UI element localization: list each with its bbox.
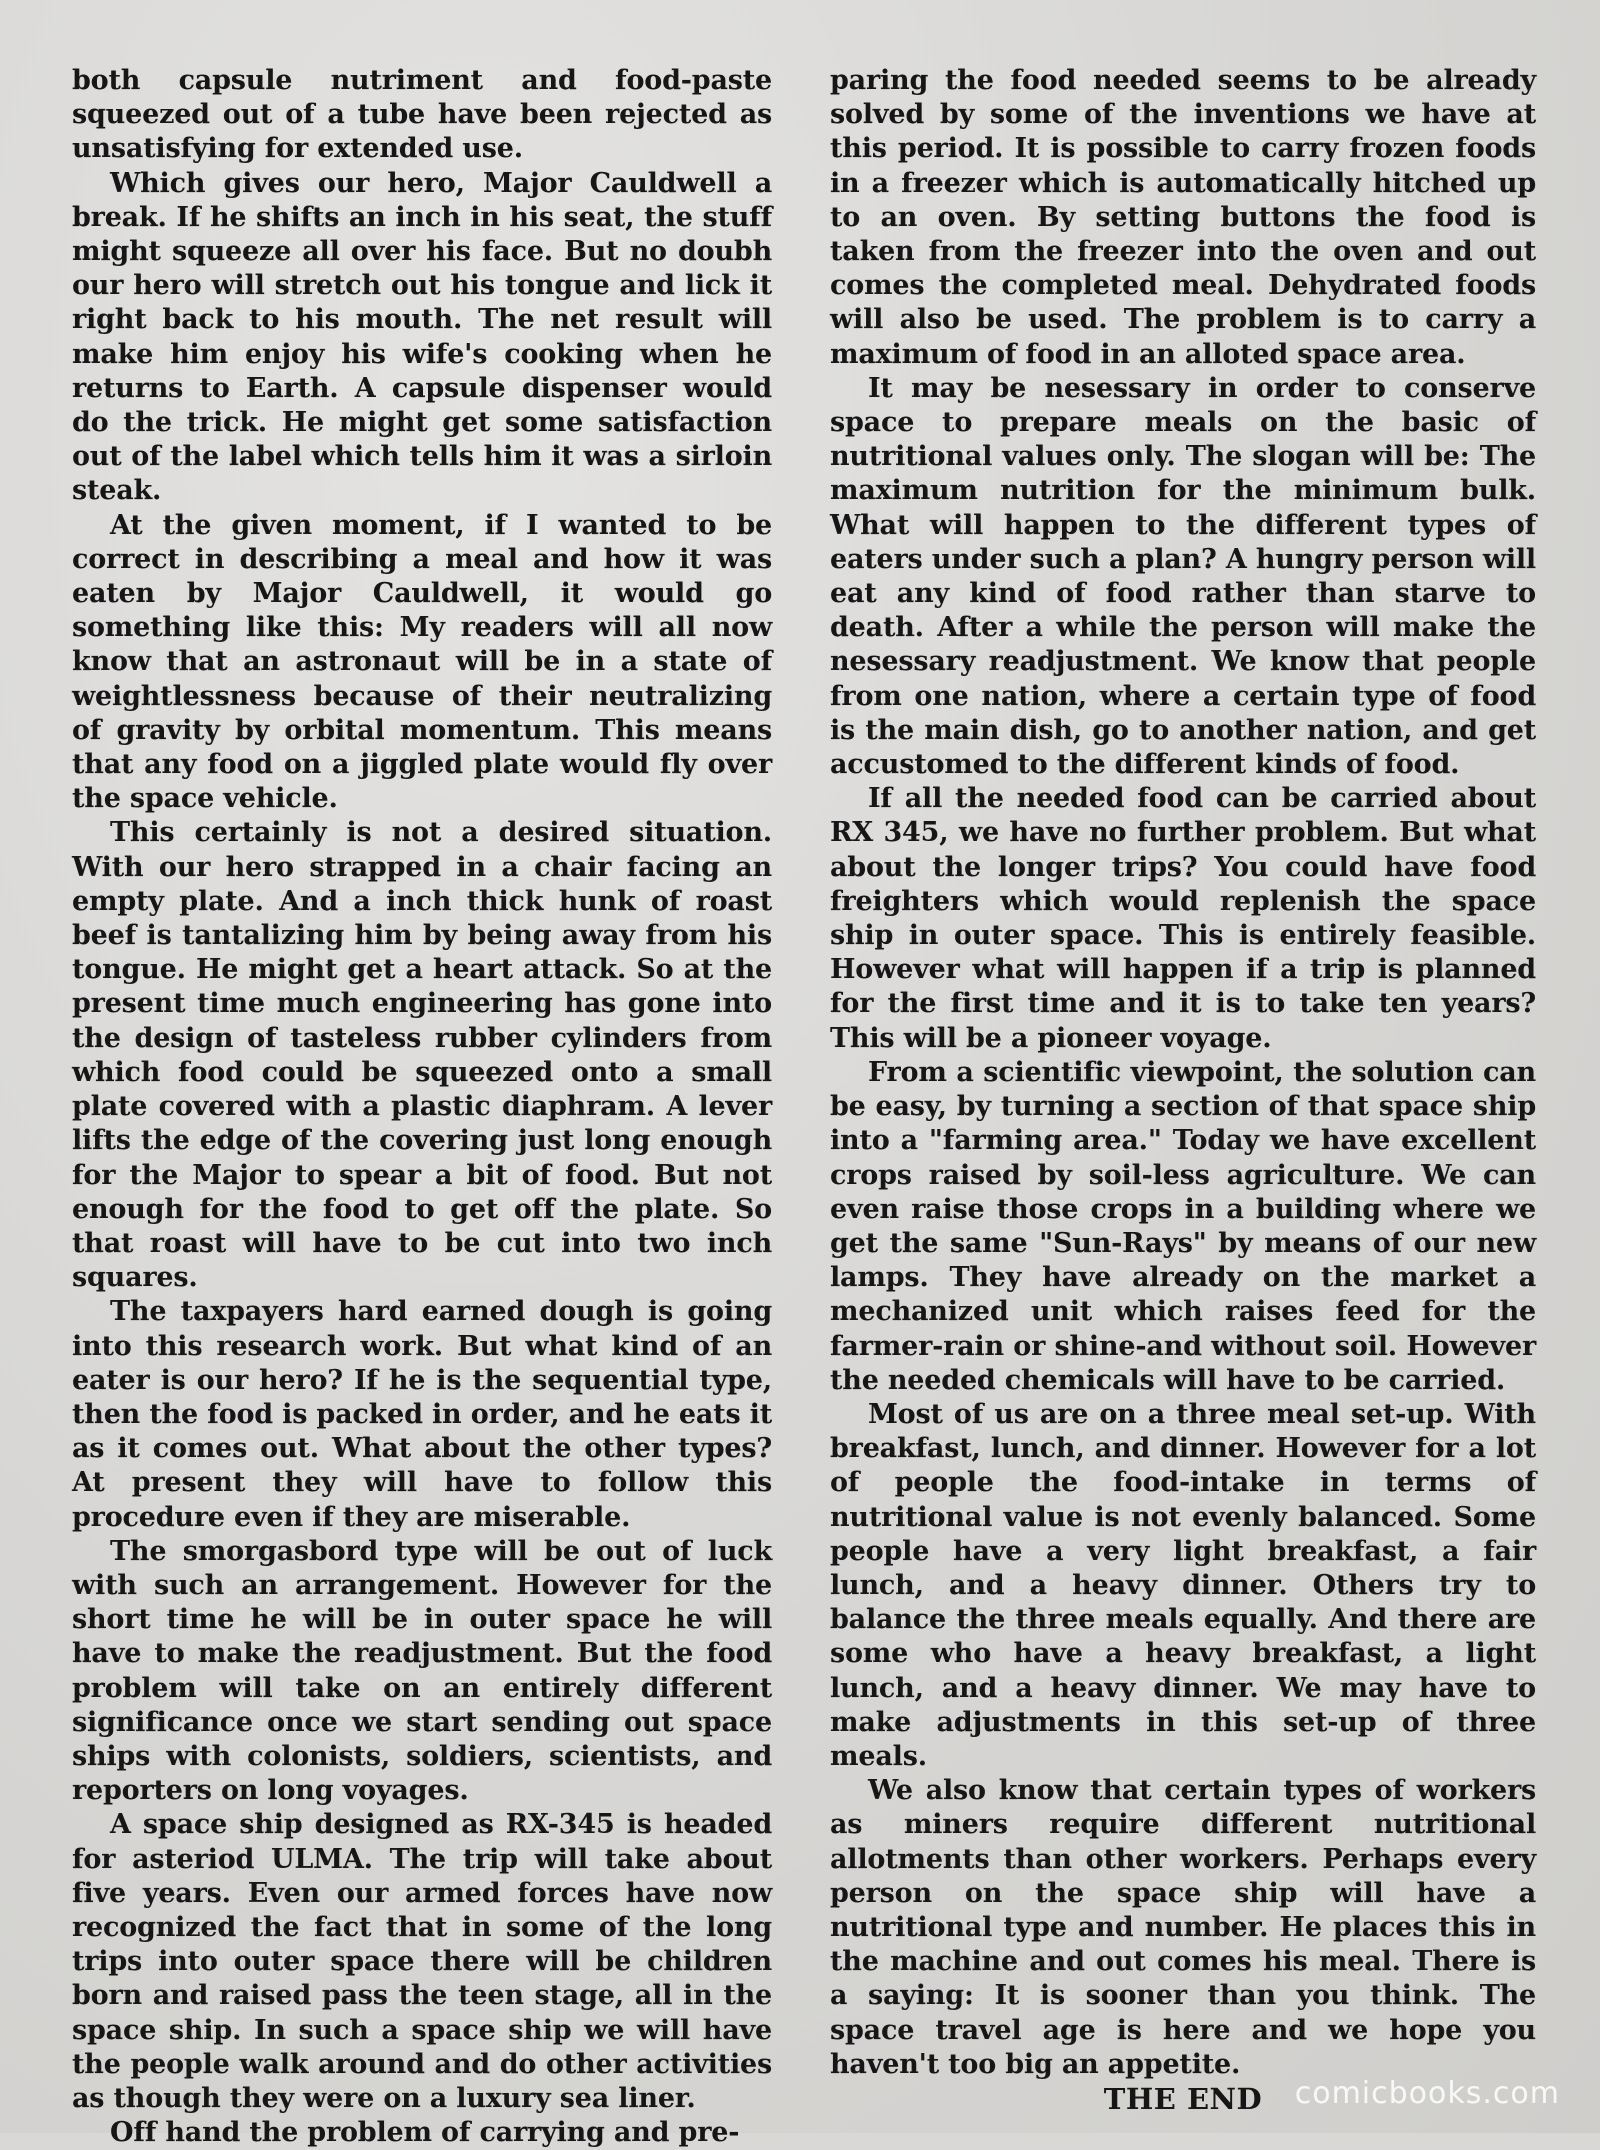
paragraph: both capsule nutriment and food-paste squeezed out of a tube have been rejected as unsatisfying for extended use. bbox=[72, 65, 772, 165]
paragraph: Off hand the problem of carrying and pre- bbox=[110, 2117, 740, 2149]
paragraph: The taxpayers hard earned dough is going into this research work. But what kind of an eater is our hero? If he is the sequential type, then the food is packed in order, and he eats it as it comes out. What about the other types? At present they will have to follow this procedure even if they are miserable. bbox=[72, 1296, 772, 1533]
paragraph: It may be nesessary in order to conserve space to prepare meals on the basic of nutritional values only. The slogan will be: The maximum nutrition for the minimum bulk. What will happen to the different types of eaters under such a plan? A hungry person will eat any kind of food rather than starve to death. After a while the person will make the nesessary readjustment. We know that people from one nation, where a certain type of food is the main dish, go to another nation, and get accustomed to the different kinds of food. bbox=[830, 372, 1536, 781]
paragraph: Which gives our hero, Major Cauldwell a break. If he shifts an inch in his seat, the stuff might squeeze all over his face. But no doubh our hero will stretch out his tongue and lick it right back to his mouth. The net result will make him enjoy his wife's cooking when he returns to Earth. A capsule dispenser would do the trick. He might get some satisfaction out of the label which tells him it was a sirloin steak. bbox=[72, 167, 772, 507]
paragraph: This certainly is not a desired situation. With our hero strapped in a chair facing an empty plate. And a inch thick hunk of roast beef is tantalizing him by being away from his tongue. He might get a heart attack. So at the present time much engineering has gone into the design of tasteless rubber cylinders from which food could be squeezed onto a small plate covered with a plastic diaphram. A lever lifts the edge of the covering just long enough for the Major to spear a bit of food. But not enough for the food to get off the plate. So that roast will have to be cut into two inch squares. bbox=[72, 817, 772, 1294]
paragraph: The smorgasbord type will be out of luck with such an arrangement. However for the short time he will be in outer space he will have to make the readjustment. But the food problem will take on an entirely different significance once we start sending out space ships with colonists, soldiers, scientists, and reporters on long voyages. bbox=[72, 1535, 772, 1807]
watermark: comicbooks.com bbox=[1294, 2076, 1560, 2111]
paragraph: From a scientific viewpoint, the solution can be easy, by turning a section of that space ship into a "farming area." Today we have excellent crops raised by soil-less agriculture. We can even raise those crops in a building where we get the same "Sun-Rays" by means of our new lamps. They have already on the market a mechanized unit which raises feed for the farmer-rain or shine-and without soil. However the needed chemicals will have to be carried. bbox=[830, 1056, 1536, 1396]
right-column bbox=[830, 64, 1536, 2116]
paragraph: A space ship designed as RX-345 is headed for asteriod ULMA. The trip will take about five years. Even our armed forces have now recognized the fact that in some of the long trips into outer space there will be children born and raised pass the teen stage, all in the space ship. In such a space ship we will have the people walk around and do other activities as though they were on a luxury sea liner. bbox=[72, 1809, 772, 2114]
paragraph: We also know that certain types of workers as miners require different nutritional allotments than other workers. Perhaps every person on the space ship will have a nutritional type and number. He places this in the machine and out comes his meal. There is a saying: It is sooner than you think. The space travel age is here and we hope you haven't too big an appetite. bbox=[830, 1775, 1536, 2080]
the-end-label: THE END bbox=[1103, 2081, 1263, 2116]
paragraph: At the given moment, if I wanted to be correct in describing a meal and how it was eaten by Major Cauldwell, it would go something like this: My readers will all now know that an astronaut will be in a state of weightlessness because of their neutralizing of gravity by orbital momentum. This means that any food on a jiggled plate would fly over the space vehicle. bbox=[72, 509, 772, 815]
paragraph: paring the food needed seems to be already solved by some of the inventions we have at this period. It is possible to carry frozen foods in a freezer which is automatically hitched up to an oven. By setting buttons the food is taken from the freezer into the oven and out comes the completed meal. Dehydrated foods will also be used. The problem is to carry a maximum of food in an alloted space area. bbox=[830, 65, 1536, 370]
paragraph: Most of us are on a three meal set-up. With breakfast, lunch, and dinner. However for a lot of people the food-intake in terms of nutritional value is not evenly balanced. Some people have a very light breakfast, a fair lunch, and a heavy dinner. Others try to balance the three meals equally. And there are some who have a heavy breakfast, a light lunch, and a heavy dinner. We may have to make adjustments in this set-up of three meals. bbox=[830, 1398, 1536, 1772]
left-column bbox=[72, 64, 772, 2150]
paragraph: If all the needed food can be carried about RX 345, we have no further problem. But what about the longer trips? You could have food freighters which would replenish the space ship in outer space. This is entirely feasible. However what will happen if a trip is planned for the first time and it is to take ten years? This will be a pioneer voyage. bbox=[830, 783, 1536, 1054]
